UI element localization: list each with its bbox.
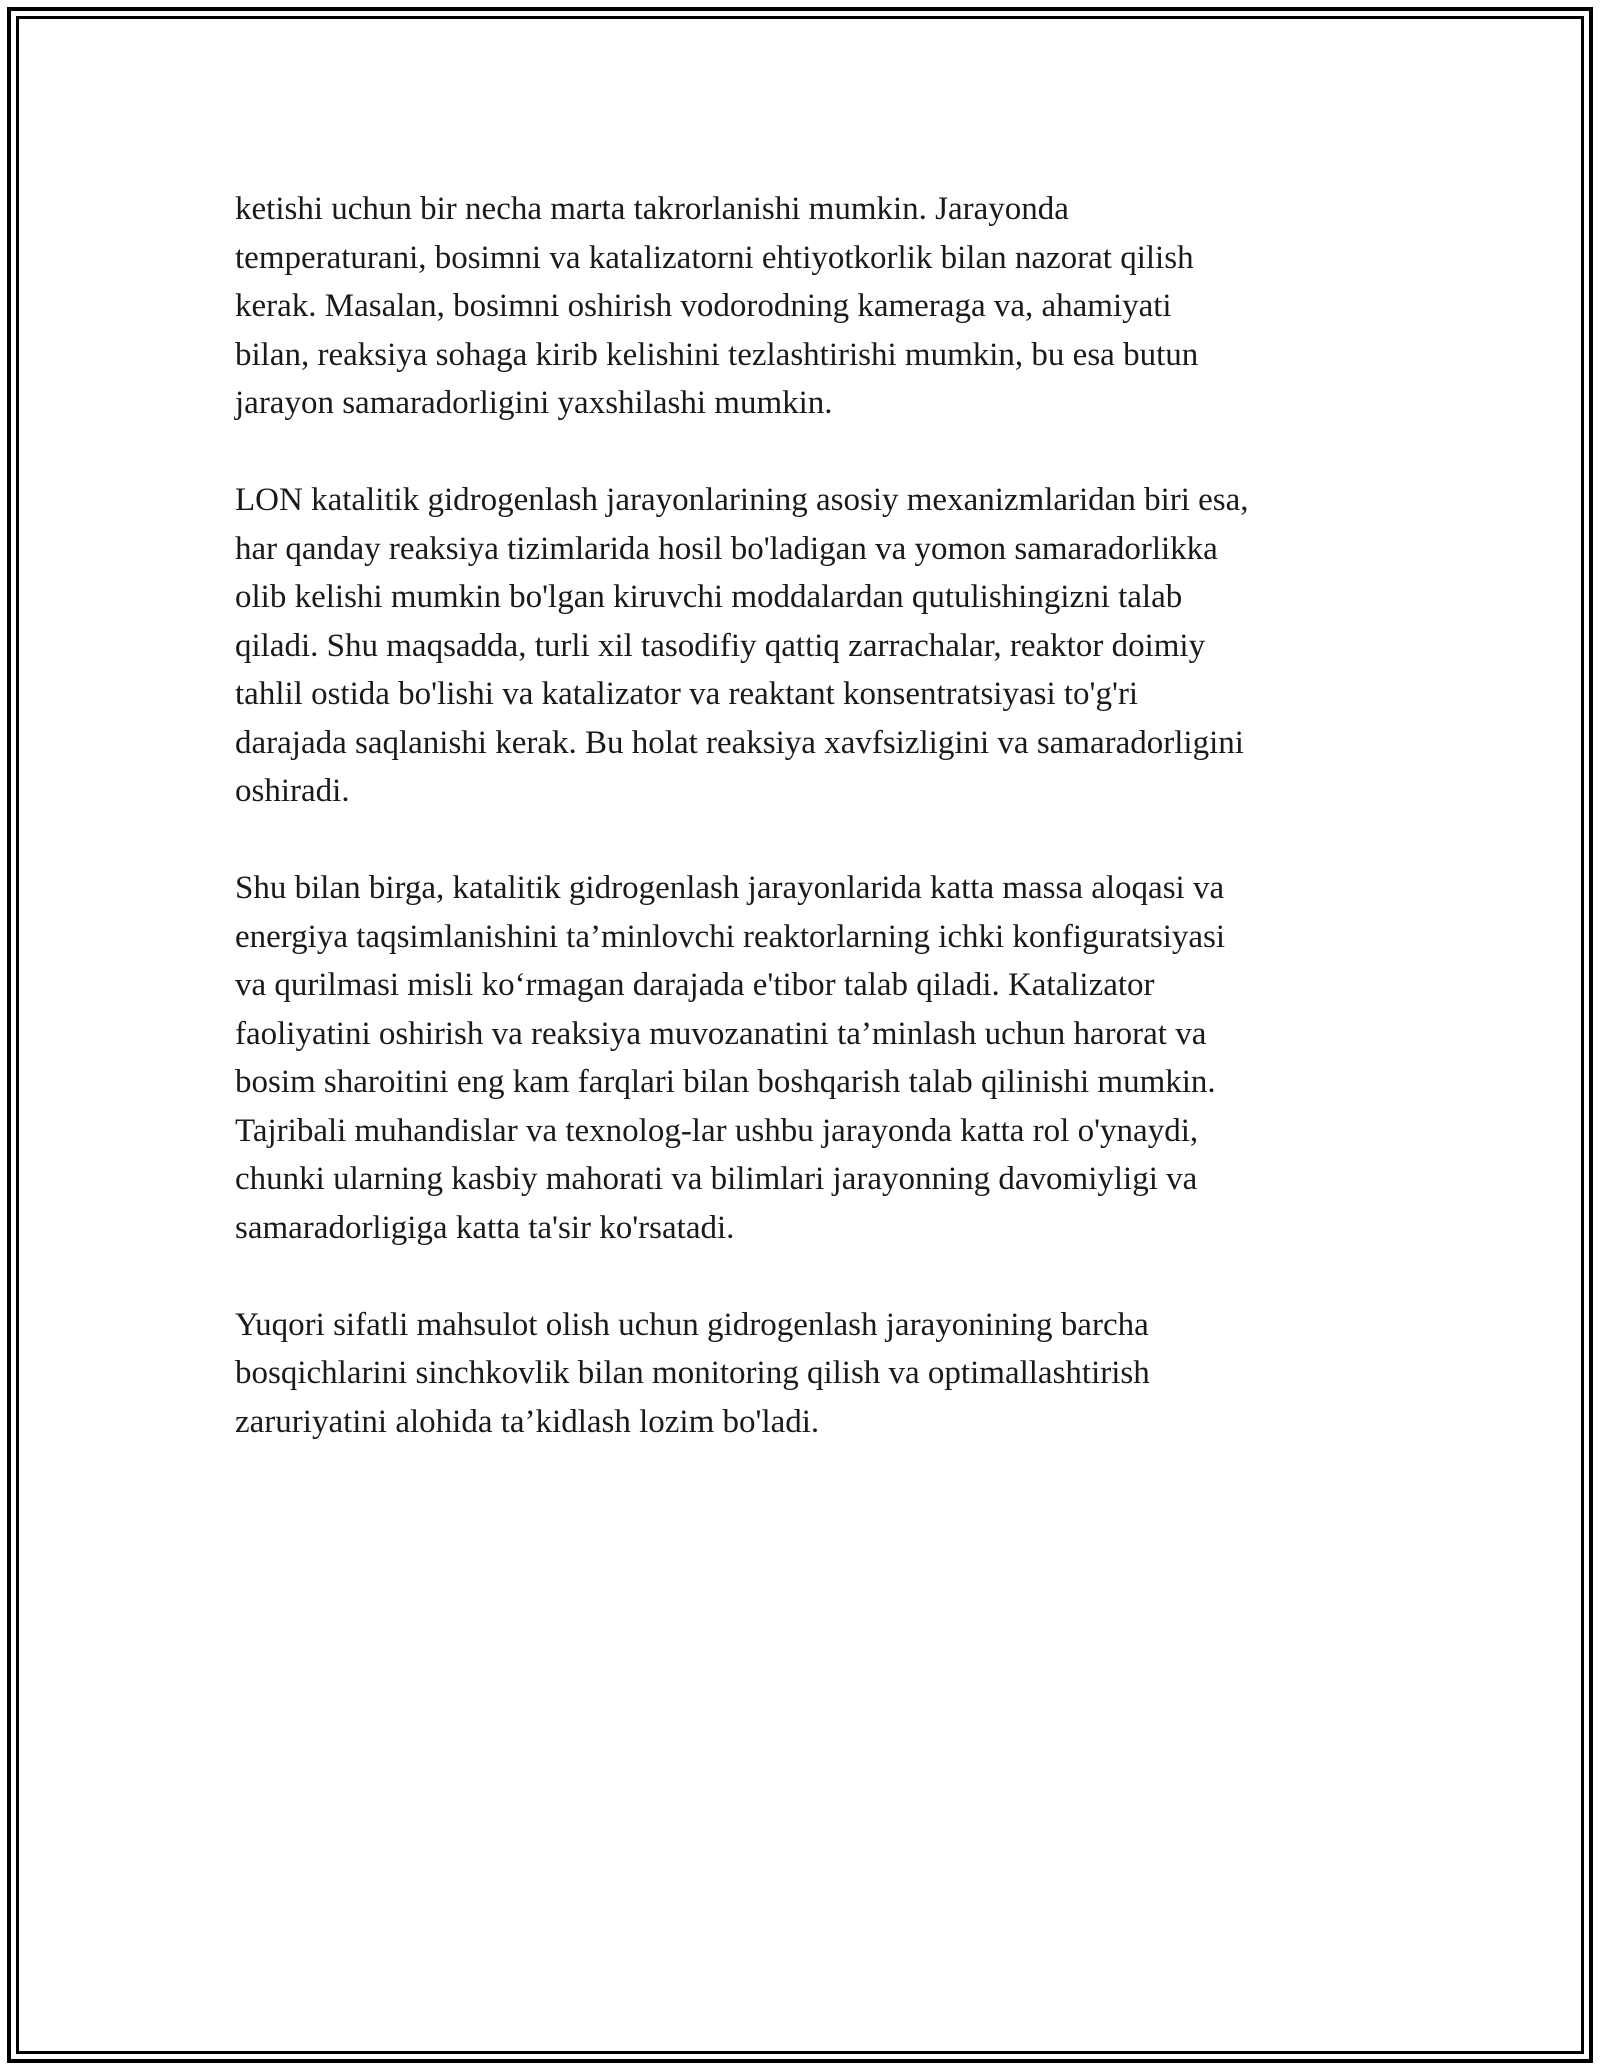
paragraph-3: Shu bilan birga, katalitik gidrogenlash jarayonlarida katta massa aloqasi va energiya taqsimlanishini ta’minlovchi reaktorlarning ichki konfiguratsiyasi va qurilmasi misli ko‘rmagan darajada e'tibor talab qiladi. Katalizator faoliyatini oshirish va reaksiya muvozanatini ta’minlash uchun harorat va bosim sharoitini eng kam farqlari bilan boshqarish talab qilinishi mumkin. Tajribali muhandislar va texnolog-lar ushbu jarayonda katta rol o'ynaydi, chunki ularning kasbiy mahorati va bilimlari jarayonning davomiyligi va samaradorligiga katta ta'sir ko'rsatadi. xyxy=(235,870,1226,1246)
document-body xyxy=(235,185,1385,1495)
paragraph-1: ketishi uchun bir necha marta takrorlanishi mumkin. Jarayonda temperaturani, bosimni va katalizatorni ehtiyotkorlik bilan nazorat qilish kerak. Masalan, bosimni oshirish vodorodning kameraga va, ahamiyati bilan, reaksiya sohaga kirib kelishini tezlashtirishi mumkin, bu esa butun jarayon samaradorligini yaxshilashi mumkin. xyxy=(235,191,1199,421)
paragraph-2: LON katalitik gidrogenlash jarayonlarining asosiy mexanizmlaridan biri esa, har qanday reaksiya tizimlarida hosil bo'ladigan va yomon samaradorlikka olib kelishi mumkin bo'lgan kiruvchi moddalardan qutulishingizni talab qiladi. Shu maqsadda, turli xil tasodifiy qattiq zarrachalar, reaktor doimiy tahlil ostida bo'lishi va katalizator va reaktant konsentratsiyasi to'g'ri darajada saqlanishi kerak. Bu holat reaksiya xavfsizligini va samaradorligini oshiradi. xyxy=(235,482,1249,809)
paragraph-4: Yuqori sifatli mahsulot olish uchun gidrogenlash jarayonining barcha bosqichlarini sinchkovlik bilan monitoring qilish va optimallashtirish zaruriyatini alohida ta’kidlash lozim bo'ladi. xyxy=(235,1306,1150,1440)
